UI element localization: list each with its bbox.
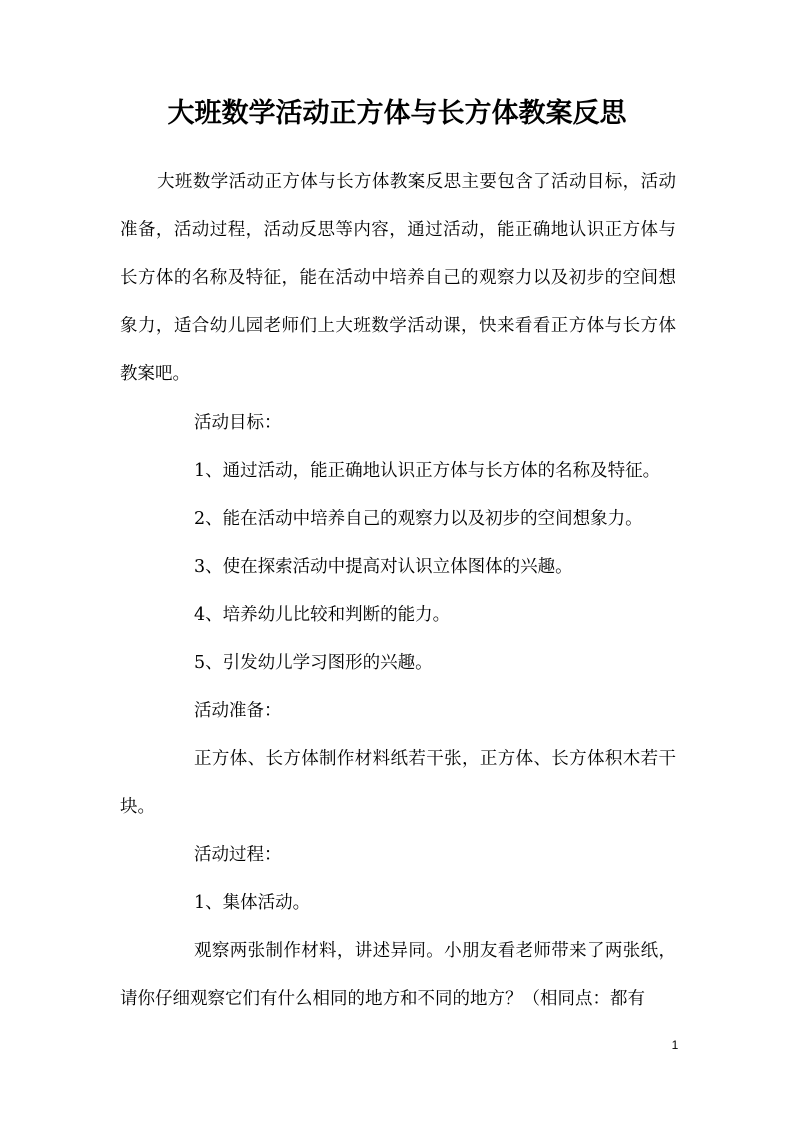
process-heading: 活动过程：	[194, 845, 282, 865]
document-title: 大班数学活动正方体与长方体教案反思	[167, 98, 627, 129]
goal-item-1: 1、通过活动，能正确地认识正方体与长方体的名称及特征。	[194, 461, 661, 481]
prep-heading: 活动准备：	[194, 701, 282, 721]
step1-paragraph: 观察两张制作材料，讲述异同。小朋友看老师带来了两张纸，请你仔细观察它们有什么相同的地方和不同的地方？（相同点：都有	[120, 941, 676, 1009]
prep-paragraph: 正方体、长方体制作材料纸若干张，正方体、长方体积木若干块。	[120, 749, 676, 817]
goal-item-4: 4、培养幼儿比较和判断的能力。	[194, 605, 451, 625]
goals-heading: 活动目标：	[194, 413, 282, 433]
page-number: 1	[671, 1038, 679, 1052]
goal-item-3: 3、使在探索活动中提高对认识立体图体的兴趣。	[194, 557, 573, 577]
goal-item-5: 5、引发幼儿学习图形的兴趣。	[194, 653, 433, 673]
intro-paragraph: 大班数学活动正方体与长方体教案反思主要包含了活动目标，活动准备，活动过程，活动反思等内容，通过活动，能正确地认识正方体与长方体的名称及特征，能在活动中培养自己的观察力以及初步的空间想象力，适合幼儿园老师们上大班数学活动课，快来看看正方体与长方体教案吧。	[120, 172, 676, 384]
step1-heading: 1、集体活动。	[194, 893, 311, 913]
goal-item-2: 2、能在活动中培养自己的观察力以及初步的空间想象力。	[194, 509, 643, 529]
